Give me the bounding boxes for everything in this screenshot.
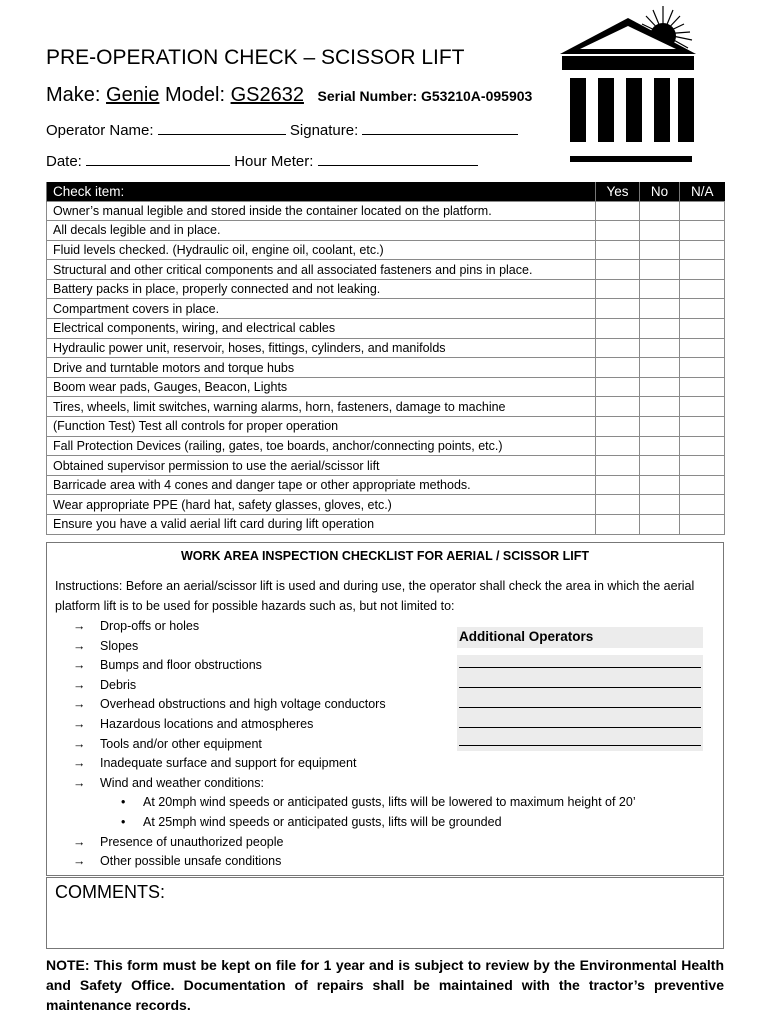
- check-item-text: Hydraulic power unit, reservoir, hoses, fittings, cylinders, and manifolds: [47, 338, 596, 358]
- date-row: [46, 152, 478, 170]
- na-checkbox-cell[interactable]: [680, 279, 725, 299]
- yes-checkbox-cell[interactable]: [596, 240, 640, 260]
- yes-checkbox-cell[interactable]: [596, 201, 640, 221]
- arrow-right-icon: →: [73, 756, 86, 771]
- hazard-text: Other possible unsafe conditions: [100, 854, 282, 869]
- hazard-item: [73, 754, 636, 774]
- checklist-header-row: [47, 182, 725, 201]
- checklist-row: [47, 319, 725, 339]
- checklist-row: [47, 221, 725, 241]
- checklist-row: [47, 475, 725, 495]
- operator-name-field[interactable]: [158, 121, 286, 135]
- pre-operation-checklist-table: [46, 182, 725, 535]
- na-checkbox-cell[interactable]: [680, 260, 725, 280]
- wind-condition-item: [73, 813, 636, 833]
- no-checkbox-cell[interactable]: [640, 279, 680, 299]
- yes-checkbox-cell[interactable]: [596, 436, 640, 456]
- form-title: PRE-OPERATION CHECK – SCISSOR LIFT: [46, 46, 465, 69]
- comments-label: COMMENTS:: [55, 882, 165, 902]
- na-checkbox-cell[interactable]: [680, 515, 725, 535]
- na-checkbox-cell[interactable]: [680, 221, 725, 241]
- checklist-row: [47, 397, 725, 417]
- yes-checkbox-cell[interactable]: [596, 515, 640, 535]
- checklist-row: [47, 260, 725, 280]
- na-checkbox-cell[interactable]: [680, 240, 725, 260]
- yes-checkbox-cell[interactable]: [596, 221, 640, 241]
- check-item-text: Battery packs in place, properly connected and not leaking.: [47, 279, 596, 299]
- operator-row: [46, 121, 518, 139]
- serial-number: Serial Number: G53210A-095903: [317, 88, 533, 104]
- checklist-row: [47, 299, 725, 319]
- checklist-row: [47, 358, 725, 378]
- yes-checkbox-cell[interactable]: [596, 397, 640, 417]
- yes-checkbox-cell[interactable]: [596, 319, 640, 339]
- yes-checkbox-cell[interactable]: [596, 475, 640, 495]
- no-checkbox-cell[interactable]: [640, 495, 680, 515]
- no-checkbox-cell[interactable]: [640, 299, 680, 319]
- na-checkbox-cell[interactable]: [680, 456, 725, 476]
- yes-checkbox-cell[interactable]: [596, 495, 640, 515]
- check-item-text: Boom wear pads, Gauges, Beacon, Lights: [47, 377, 596, 397]
- no-checkbox-cell[interactable]: [640, 436, 680, 456]
- hazard-item: [73, 852, 636, 872]
- no-checkbox-cell[interactable]: [640, 201, 680, 221]
- arrow-right-icon: →: [73, 716, 86, 731]
- make-model-line: [46, 84, 532, 107]
- hazard-text: Tools and/or other equipment: [100, 736, 262, 751]
- checklist-row: [47, 338, 725, 358]
- retention-note: NOTE: This form must be kept on file for 1 year and is subject to review by the Environmental Health and Safety Office. Documentation of repairs shall be maintained with the tractor’s preventive maintenance records.: [46, 957, 724, 1013]
- hour-meter-field[interactable]: [318, 152, 478, 166]
- hazard-text: Inadequate surface and support for equipment: [100, 756, 357, 771]
- na-checkbox-cell[interactable]: [680, 475, 725, 495]
- no-checkbox-cell[interactable]: [640, 417, 680, 437]
- additional-operators-label: Additional Operators: [457, 627, 703, 648]
- checklist-row: [47, 279, 725, 299]
- na-checkbox-cell[interactable]: [680, 358, 725, 378]
- hazard-text: Overhead obstructions and high voltage conductors: [100, 697, 386, 712]
- arrow-right-icon: →: [73, 834, 86, 849]
- arrow-right-icon: →: [73, 697, 86, 712]
- wind-condition-text: At 20mph wind speeds or anticipated gusts, lifts will be lowered to maximum height of 20’: [143, 795, 636, 810]
- arrow-right-icon: →: [73, 854, 86, 869]
- no-checkbox-cell[interactable]: [640, 260, 680, 280]
- arrow-right-icon: →: [73, 736, 86, 751]
- additional-operators-box: [457, 655, 703, 751]
- hazard-text: Presence of unauthorized people: [100, 834, 284, 849]
- hour-meter-label: Hour Meter:: [234, 153, 314, 170]
- na-checkbox-cell[interactable]: [680, 495, 725, 515]
- additional-operator-line[interactable]: [459, 667, 701, 668]
- make-value: Genie: [106, 84, 160, 106]
- work-area-instructions: Instructions: Before an aerial/scissor lift is used and during use, the operator shall check the area in which the aerial platform lift is to be used for possible hazards such as, but not limited to:: [55, 579, 695, 613]
- additional-operator-line[interactable]: [459, 727, 701, 728]
- na-checkbox-cell[interactable]: [680, 338, 725, 358]
- yes-checkbox-cell[interactable]: [596, 260, 640, 280]
- no-header: No: [640, 182, 680, 201]
- yes-checkbox-cell[interactable]: [596, 377, 640, 397]
- date-field[interactable]: [86, 152, 230, 166]
- yes-checkbox-cell[interactable]: [596, 338, 640, 358]
- no-checkbox-cell[interactable]: [640, 377, 680, 397]
- check-item-text: Drive and turntable motors and torque hubs: [47, 358, 596, 378]
- no-checkbox-cell[interactable]: [640, 456, 680, 476]
- no-checkbox-cell[interactable]: [640, 358, 680, 378]
- bullet-icon: •: [121, 814, 126, 829]
- check-item-text: Owner’s manual legible and stored inside the container located on the platform.: [47, 201, 596, 221]
- signature-field[interactable]: [362, 121, 518, 135]
- no-checkbox-cell[interactable]: [640, 515, 680, 535]
- no-checkbox-cell[interactable]: [640, 338, 680, 358]
- no-checkbox-cell[interactable]: [640, 240, 680, 260]
- hazard-text: Debris: [100, 677, 137, 692]
- hazard-text: Slopes: [100, 638, 139, 653]
- na-checkbox-cell[interactable]: [680, 319, 725, 339]
- na-checkbox-cell[interactable]: [680, 377, 725, 397]
- operator-name-label: Operator Name:: [46, 122, 154, 139]
- hazard-text: Wind and weather conditions:: [100, 775, 264, 790]
- comments-box[interactable]: [46, 877, 724, 949]
- hazard-text: Drop-offs or holes: [100, 619, 200, 633]
- na-checkbox-cell[interactable]: [680, 299, 725, 319]
- yes-checkbox-cell[interactable]: [596, 456, 640, 476]
- yes-checkbox-cell[interactable]: [596, 358, 640, 378]
- yes-checkbox-cell[interactable]: [596, 417, 640, 437]
- hazard-text: Hazardous locations and atmospheres: [100, 716, 314, 731]
- make-label: Make:: [46, 84, 101, 106]
- check-item-text: Ensure you have a valid aerial lift card during lift operation: [47, 515, 596, 535]
- check-item-text: Barricade area with 4 cones and danger tape or other appropriate methods.: [47, 475, 596, 495]
- no-checkbox-cell[interactable]: [640, 475, 680, 495]
- check-item-text: Wear appropriate PPE (hard hat, safety glasses, gloves, etc.): [47, 495, 596, 515]
- wind-condition-item: [73, 793, 636, 813]
- check-item-text: Fluid levels checked. (Hydraulic oil, engine oil, coolant, etc.): [47, 240, 596, 260]
- arrow-right-icon: →: [73, 638, 86, 653]
- signature-label: Signature:: [289, 122, 359, 139]
- no-checkbox-cell[interactable]: [640, 397, 680, 417]
- checklist-row: [47, 377, 725, 397]
- bullet-icon: •: [121, 795, 126, 810]
- model-value: GS2632: [230, 84, 304, 106]
- no-checkbox-cell[interactable]: [640, 221, 680, 241]
- hazard-item: [73, 833, 636, 853]
- check-item-text: Tires, wheels, limit switches, warning alarms, horn, fasteners, damage to machine: [47, 397, 596, 417]
- arrow-right-icon: →: [73, 619, 86, 633]
- model-label: Model:: [164, 84, 225, 106]
- building-columns-logo-icon: [556, 4, 706, 170]
- hazard-item: [73, 774, 636, 794]
- yes-checkbox-cell[interactable]: [596, 299, 640, 319]
- check-item-text: Electrical components, wiring, and electrical cables: [47, 319, 596, 339]
- wind-condition-text: At 25mph wind speeds or anticipated gusts, lifts will be grounded: [143, 814, 502, 829]
- date-label: Date:: [46, 153, 82, 170]
- na-checkbox-cell[interactable]: [680, 397, 725, 417]
- hazard-text: Bumps and floor obstructions: [100, 658, 262, 673]
- check-item-text: (Function Test) Test all controls for proper operation: [47, 417, 596, 437]
- checklist-row: [47, 201, 725, 221]
- additional-operator-line[interactable]: [459, 745, 701, 746]
- work-area-title: WORK AREA INSPECTION CHECKLIST FOR AERIAL / SCISSOR LIFT: [180, 549, 590, 563]
- check-item-text: Obtained supervisor permission to use the aerial/scissor lift: [47, 456, 596, 476]
- arrow-right-icon: →: [73, 658, 86, 673]
- check-item-text: Structural and other critical components and all associated fasteners and pins in place.: [47, 260, 596, 280]
- na-header: N/A: [680, 182, 725, 201]
- arrow-right-icon: →: [73, 677, 86, 692]
- arrow-right-icon: →: [73, 775, 86, 790]
- checklist-row: [47, 436, 725, 456]
- checklist-row: [47, 495, 725, 515]
- no-checkbox-cell[interactable]: [640, 319, 680, 339]
- na-checkbox-cell[interactable]: [680, 417, 725, 437]
- checklist-row: [47, 456, 725, 476]
- checklist-row: [47, 417, 725, 437]
- check-item-text: All decals legible and in place.: [47, 221, 596, 241]
- yes-checkbox-cell[interactable]: [596, 279, 640, 299]
- checklist-row: [47, 240, 725, 260]
- check-item-text: Fall Protection Devices (railing, gates, toe boards, anchor/connecting points, etc.): [47, 436, 596, 456]
- yes-header: Yes: [596, 182, 640, 201]
- check-item-text: Compartment covers in place.: [47, 299, 596, 319]
- na-checkbox-cell[interactable]: [680, 201, 725, 221]
- additional-operator-line[interactable]: [459, 687, 701, 688]
- na-checkbox-cell[interactable]: [680, 436, 725, 456]
- checklist-row: [47, 515, 725, 535]
- additional-operator-line[interactable]: [459, 707, 701, 708]
- check-item-header: Check item:: [47, 182, 596, 201]
